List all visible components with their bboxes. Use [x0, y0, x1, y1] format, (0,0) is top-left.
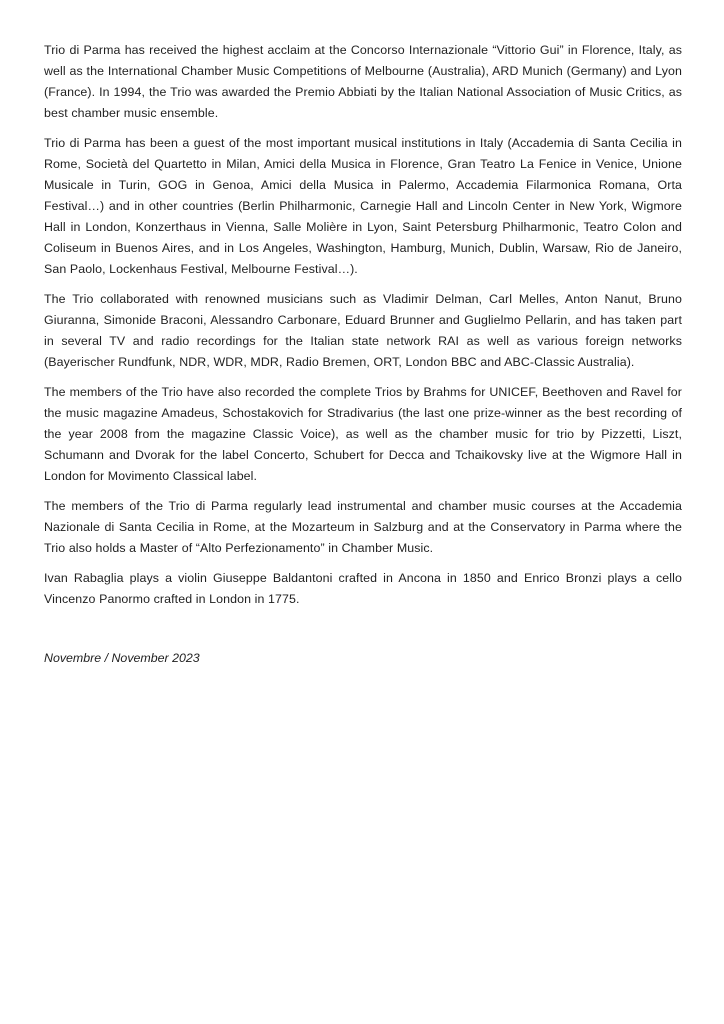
paragraph-instruments: Ivan Rabaglia plays a violin Giuseppe Baldantoni crafted in Ancona in 1850 and Enrico Bronzi plays a cello Vincenzo Panormo crafted in London in 1775.	[44, 571, 682, 606]
paragraph-collaborations: The Trio collaborated with renowned musicians such as Vladimir Delman, Carl Melles, Anton Nanut, Bruno Giuranna, Simonide Braconi, Alessandro Carbonare, Eduard Brunner and Guglielmo Pellarin, and has taken part in several TV and radio recordings for the Italian state network RAI as well as various foreign networks (Bayerischer Rundfunk, NDR, WDR, MDR, Radio Bremen, ORT, London BBC and ABC-Classic Australia).	[44, 292, 682, 369]
document-body	[44, 40, 682, 610]
paragraph-teaching: The members of the Trio di Parma regularly lead instrumental and chamber music courses at the Accademia Nazionale di Santa Cecilia in Rome, at the Mozarteum in Salzburg and at the Conservatory in Parma where the Trio also holds a Master of “Alto Perfezionamento” in Chamber Music.	[44, 499, 682, 555]
paragraph-awards: Trio di Parma has received the highest acclaim at the Concorso Internazionale “Vittorio Gui” in Florence, Italy, as well as the International Chamber Music Competitions of Melbourne (Australia), ARD Munich (Germany) and Lyon (France). In 1994, the Trio was awarded the Premio Abbiati by the Italian National Association of Music Critics, as best chamber music ensemble.	[44, 43, 682, 120]
paragraph-venues: Trio di Parma has been a guest of the most important musical institutions in Italy (Accademia di Santa Cecilia in Rome, Società del Quartetto in Milan, Amici della Musica in Florence, Gran Teatro La Fenice in Venice, Unione Musicale in Turin, GOG in Genoa, Amici della Musica in Palermo, Accademia Filarmonica Romana, Orta Festival…) and in other countries (Berlin Philharmonic, Carnegie Hall and Lincoln Center in New York, Wigmore Hall in London, Konzerthaus in Vienna, Salle Molière in Lyon, Saint Petersburg Philharmonic, Teatro Colon and Coliseum in Buenos Aires, and in Los Angeles, Washington, Hamburg, Munich, Dublin, Warsaw, Rio de Janeiro, San Paolo, Lockenhaus Festival, Melbourne Festival…).	[44, 136, 682, 276]
date-line: Novembre / November 2023	[44, 651, 200, 665]
paragraph-recordings: The members of the Trio have also recorded the complete Trios by Brahms for UNICEF, Beethoven and Ravel for the music magazine Amadeus, Schostakovich for Stradivarius (the last one prize-winner as the best recording of the year 2008 from the magazine Classic Voice), as well as the chamber music for trio by Pizzetti, Liszt, Schumann and Dvorak for the label Concerto, Schubert for Decca and Tchaikovsky live at the Wigmore Hall in London for Movimento Classical label.	[44, 385, 682, 483]
